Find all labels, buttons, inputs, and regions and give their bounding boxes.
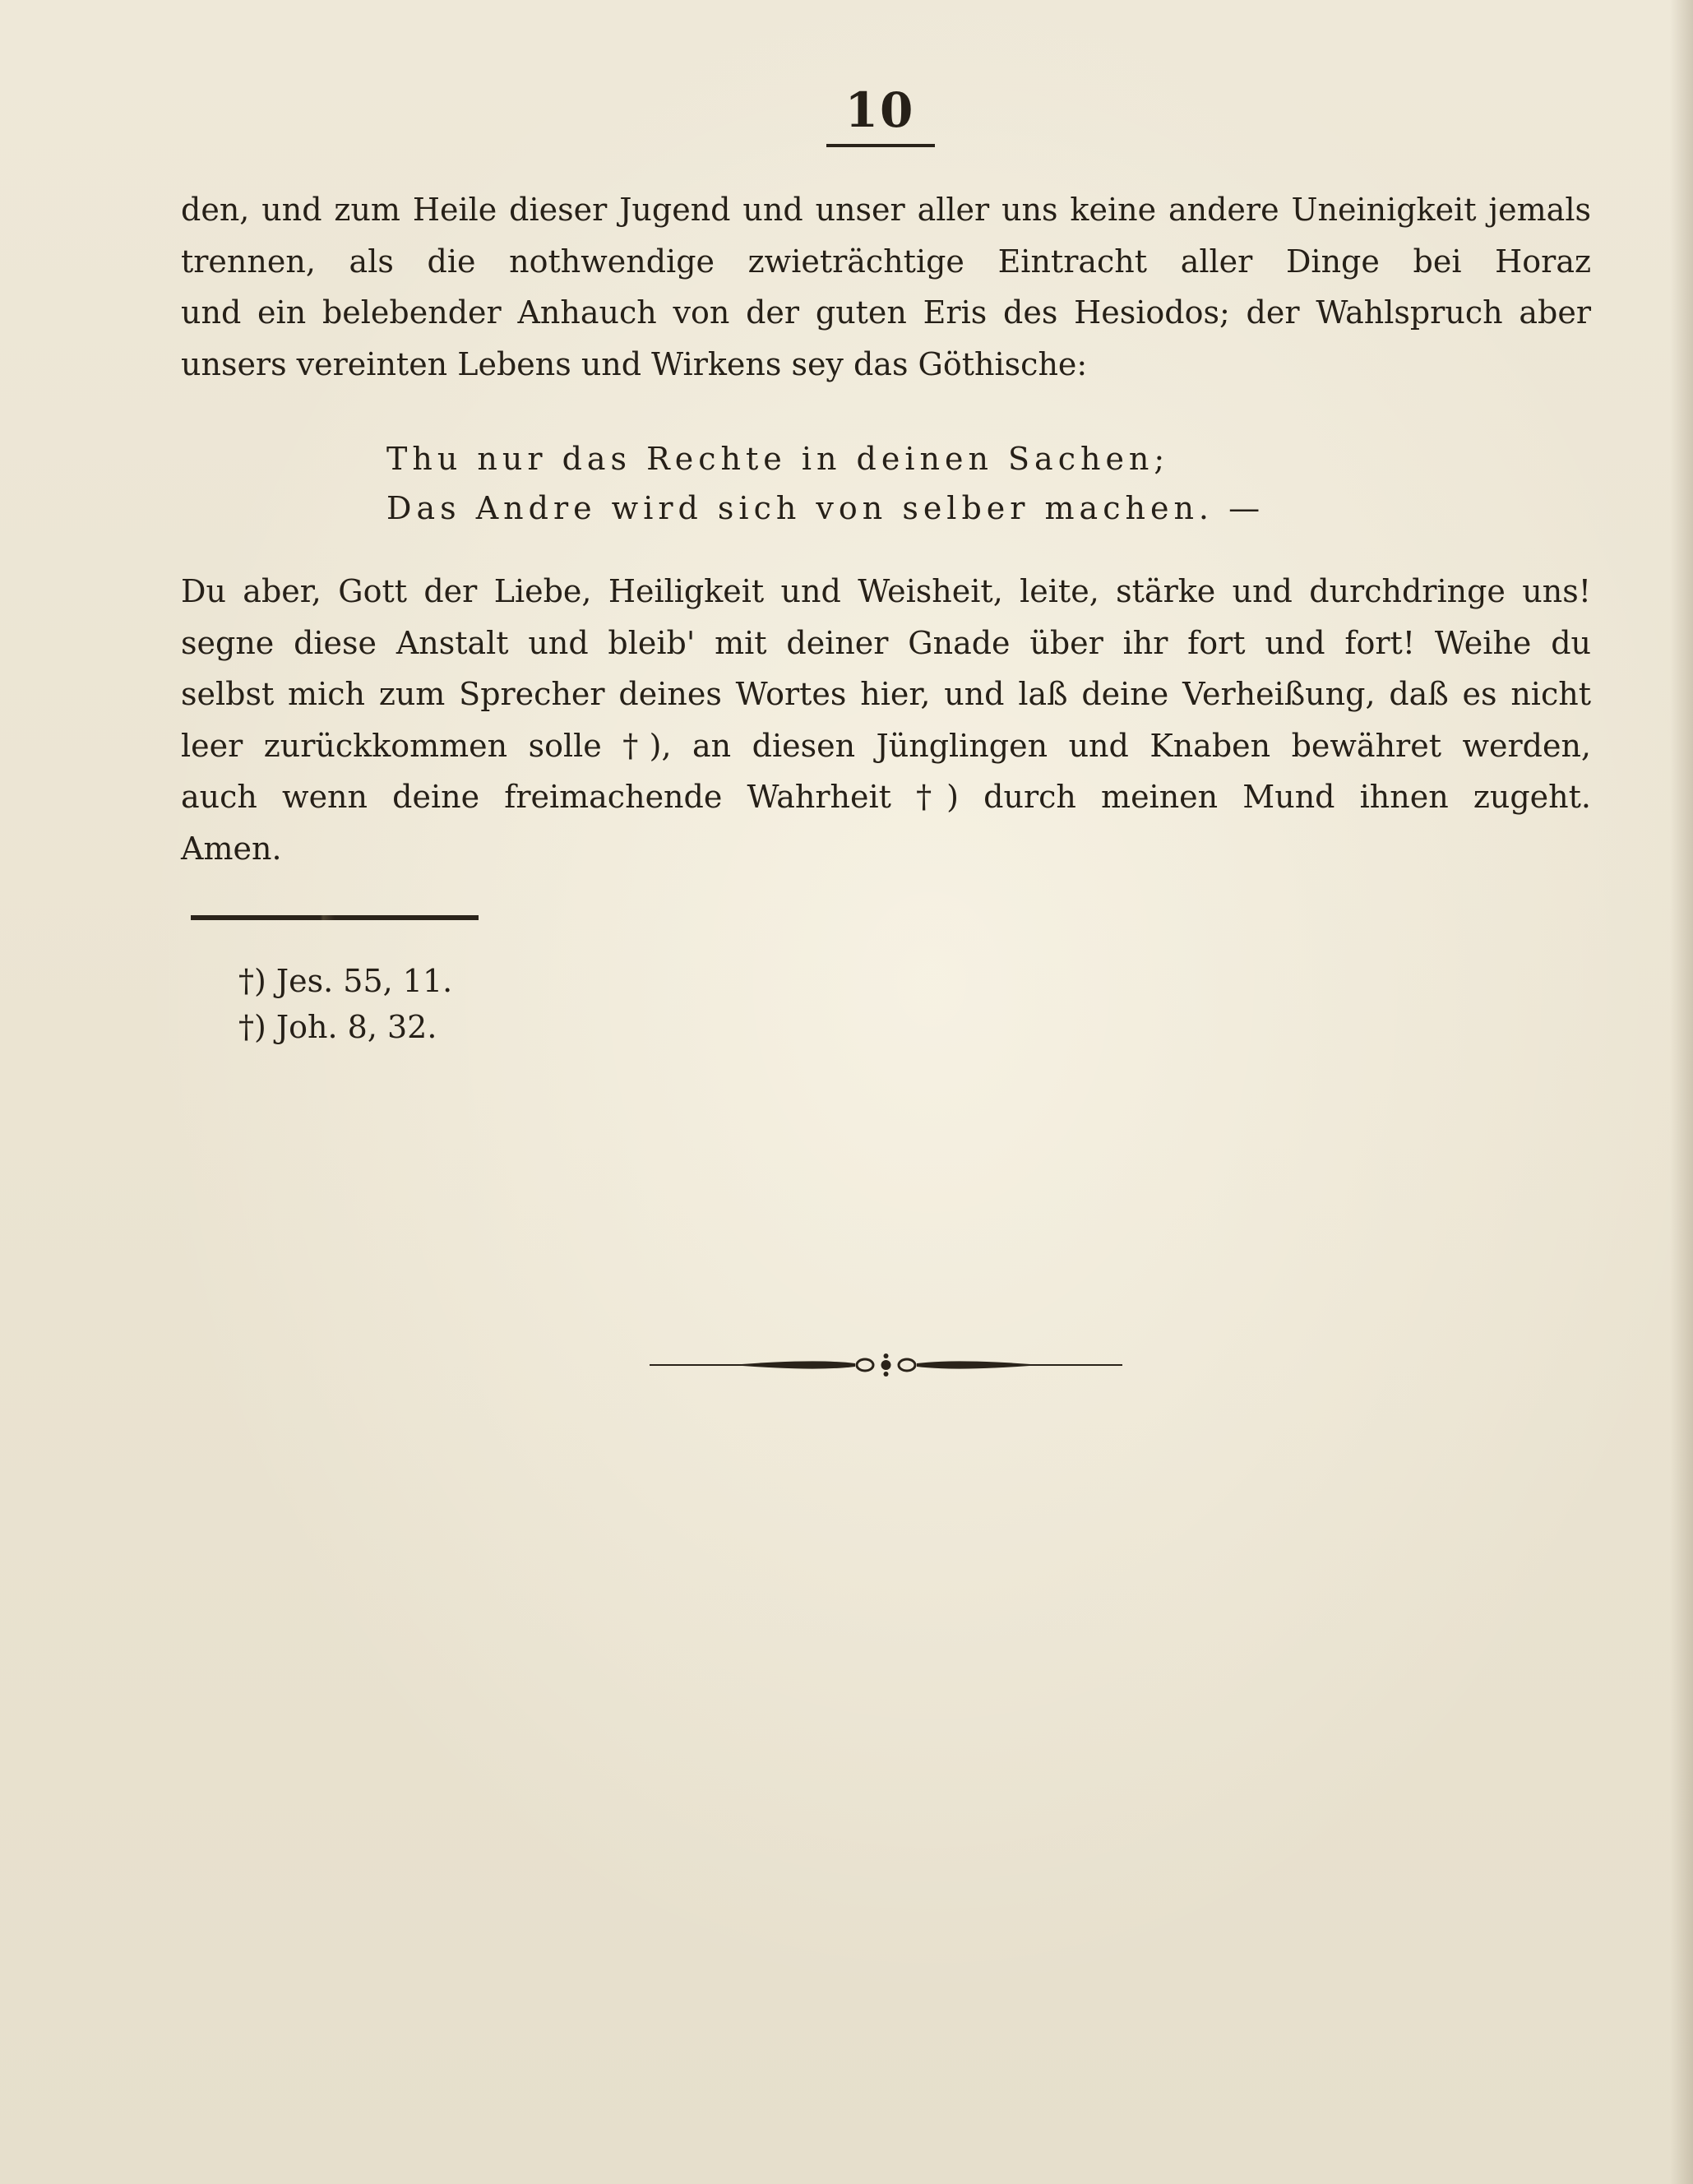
verse-line: Thu nur das Rechte in deinen Sachen;	[386, 441, 1170, 477]
paragraph-2-line: leer zurückkommen solle †), an diesen Jünglingen und Knaben bewähret werden,	[181, 727, 1591, 764]
paragraph-2	[181, 566, 1591, 874]
paragraph-1	[181, 184, 1591, 390]
footnote: †) Joh. 8, 32.	[238, 1009, 437, 1045]
paragraph-1-line: den, und zum Heile dieser Jugend und unser aller uns keine andere Uneinigkeit jemals	[181, 192, 1591, 228]
paragraph-2-line: selbst mich zum Sprecher deines Wortes hier, und laß deine Verheißung, daß es nicht	[181, 676, 1591, 712]
decorative-rule-ornament	[650, 1349, 1122, 1381]
paragraph-2-line: auch wenn deine freimachende Wahrheit †) durch meinen Mund ihnen zugeht.	[181, 779, 1591, 815]
footnote: †) Jes. 55, 11.	[238, 963, 453, 999]
paragraph-2-line: Amen.	[181, 830, 282, 867]
paragraph-1-line: trennen, als die nothwendige zwieträchtige Eintracht aller Dinge bei Horaz	[181, 243, 1591, 280]
verse-line: Das Andre wird sich von selber machen. —	[386, 490, 1265, 526]
goethe-verse	[386, 434, 1291, 533]
paragraph-1-line: und ein belebender Anhauch von der guten Eris des Hesiodos; der Wahlspruch aber	[181, 294, 1591, 331]
footnote-rule	[191, 915, 479, 920]
page-edge-shadow	[1670, 0, 1693, 2184]
footnotes	[238, 958, 452, 1050]
page-number-rule	[826, 144, 935, 147]
paragraph-1-line: unsers vereinten Lebens und Wirkens sey das Göthische:	[181, 345, 1088, 382]
page-number: 10	[844, 82, 915, 138]
paragraph-2-line: Du aber, Gott der Liebe, Heiligkeit und Weisheit, leite, stärke und durchdringe uns!	[181, 573, 1591, 609]
paragraph-2-line: segne diese Anstalt und bleib' mit deiner Gnade über ihr fort und fort! Weihe du	[181, 624, 1591, 661]
